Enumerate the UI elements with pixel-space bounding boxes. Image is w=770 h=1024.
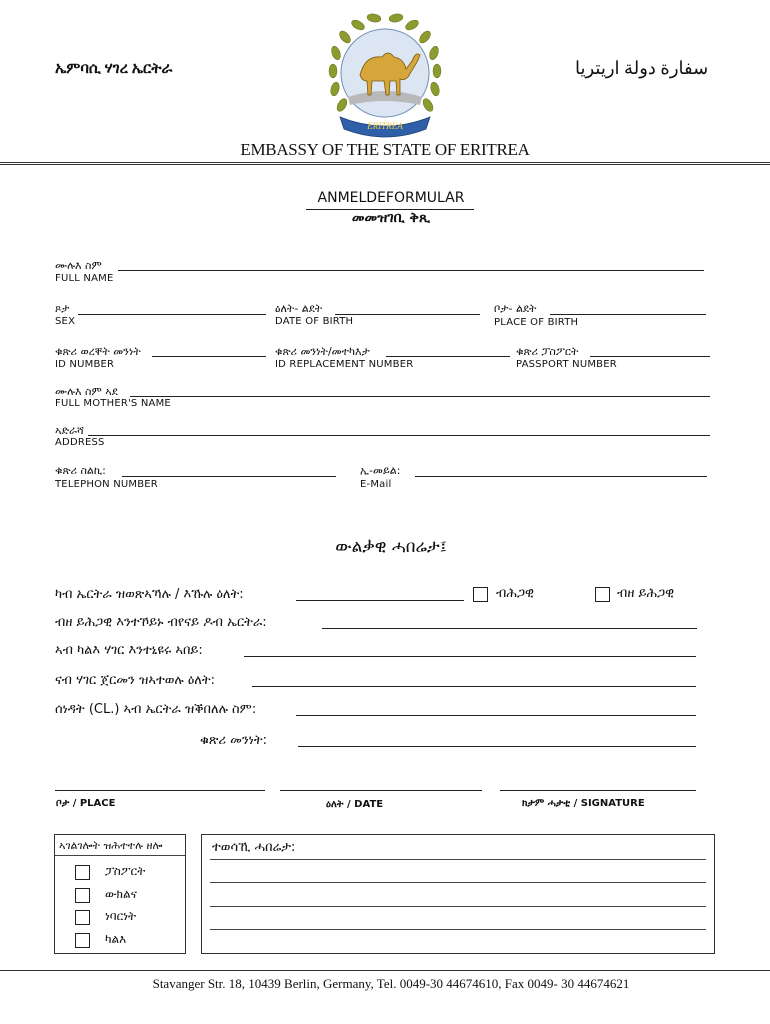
q3-label: ኣብ ካልእ ሃገር እንተኒዩሩ ኣበይ: xyxy=(55,643,203,658)
telephone-input[interactable] xyxy=(122,476,336,477)
email-label: ኢ-መይል: xyxy=(360,464,401,477)
q1-input[interactable] xyxy=(296,600,464,601)
passport-label: ቁጽሪ ፓስፖርት xyxy=(516,345,579,358)
header-divider xyxy=(0,162,770,165)
address-sublabel: ADDRESS xyxy=(55,437,105,448)
q4-input[interactable] xyxy=(252,686,696,687)
sex-input[interactable] xyxy=(78,314,266,315)
q2-input[interactable] xyxy=(322,628,697,629)
footer-address: Stavanger Str. 18, 10439 Berlin, Germany, Tel. 0049-30 44674610, Fax 0049- 30 44674621 xyxy=(152,976,630,991)
mother-name-input[interactable] xyxy=(130,396,710,397)
q3-input[interactable] xyxy=(244,656,696,657)
legal-checkbox[interactable] xyxy=(473,587,488,602)
id-replacement-sublabel: ID REPLACEMENT NUMBER xyxy=(275,359,414,370)
mother-name-sublabel: FULL MOTHER'S NAME xyxy=(55,398,171,409)
power-of-attorney-checkbox[interactable] xyxy=(75,888,90,903)
dob-sublabel: DATE OF BIRTH xyxy=(275,316,354,327)
other-checkbox[interactable] xyxy=(75,933,90,948)
residence-checkbox[interactable] xyxy=(75,910,90,925)
service-item-power-of-attorney: ውክልና xyxy=(105,887,137,901)
id-number-label: ቁጽሪ ወረቐት መንነት xyxy=(55,345,141,358)
q5-label: ሰነዳት (CL.) ኣብ ኤርትራ ዝቕበለሉ ስም: xyxy=(55,702,257,717)
q6-label: ቁጽሪ መንነት: xyxy=(200,733,267,748)
place-line[interactable] xyxy=(55,790,265,791)
arabic-title: سفارة دولة اريتريا xyxy=(575,58,709,78)
address-input[interactable] xyxy=(88,435,710,436)
service-item-residence: ነባርነት xyxy=(105,909,137,923)
additional-info-title: ተወሳኺ ሓበሬታ: xyxy=(212,840,296,855)
id-replacement-input[interactable] xyxy=(386,356,510,357)
dob-label: ዕለት- ልደት xyxy=(275,302,323,315)
place-label: ቦታ / PLACE xyxy=(56,798,116,809)
full-name-sublabel: FULL NAME xyxy=(55,273,114,284)
email-input[interactable] xyxy=(415,476,707,477)
emblem-ribbon-text: ERITREA xyxy=(367,121,403,131)
pob-input[interactable] xyxy=(550,314,706,315)
date-label: ዕለት / DATE xyxy=(326,799,384,810)
dob-input[interactable] xyxy=(335,314,480,315)
eritrea-emblem xyxy=(320,5,450,145)
q6-input[interactable] xyxy=(298,746,696,747)
additional-line-1[interactable] xyxy=(210,859,706,860)
form-title-ti: መመዝገቢ ቅጺ xyxy=(351,210,431,226)
telephone-sublabel: TELEPHON NUMBER xyxy=(55,479,158,490)
pob-label: ቦታ- ልደት xyxy=(494,302,537,315)
signature-label: ክታም ሓታቲ / SIGNATURE xyxy=(522,798,645,809)
sex-sublabel: SEX xyxy=(55,316,76,327)
mother-name-label: ሙሉእ ስም ኣደ xyxy=(55,385,118,398)
illegal-label: ብዘ ይሕጋዊ xyxy=(617,586,675,601)
tigrinya-title: ኤምባሲ ሃገረ ኤርትራ xyxy=(55,61,173,77)
services-box xyxy=(54,834,186,954)
emblem-graphic xyxy=(320,5,450,145)
telephone-label: ቁጽሪ ስልኪ: xyxy=(55,464,106,477)
embassy-title: EMBASSY OF THE STATE OF ERITREA xyxy=(240,140,530,159)
passport-checkbox[interactable] xyxy=(75,865,90,880)
additional-line-2[interactable] xyxy=(210,882,706,883)
q1-label: ካብ ኤርትራ ዝወጽኣኻሉ / እኹሉ ዕለት: xyxy=(55,587,244,602)
service-item-passport: ፓስፖርት xyxy=(105,864,146,878)
service-item-other: ካልእ xyxy=(105,932,127,946)
additional-info-box xyxy=(201,834,715,954)
q5-input[interactable] xyxy=(296,715,696,716)
id-number-sublabel: ID NUMBER xyxy=(55,359,115,370)
q2-label: ብዘ ይሕጋዊ እንተኾይኑ ብየናይ ዶብ ኤርትራ: xyxy=(55,615,267,630)
form-title-de: ANMELDEFORMULAR xyxy=(317,190,465,206)
passport-input[interactable] xyxy=(590,356,710,357)
id-number-input[interactable] xyxy=(152,356,266,357)
address-label: ኣድራሻ xyxy=(55,424,84,437)
sex-label: ጾታ xyxy=(55,302,70,315)
illegal-checkbox[interactable] xyxy=(595,587,610,602)
q4-label: ናብ ሃገር ጀርመን ዝኣተወሉ ዕለት: xyxy=(55,673,216,688)
services-title: ኣገልገሎት ዝሕተተሉ ዘሎ xyxy=(59,839,163,852)
pob-sublabel: PLACE OF BIRTH xyxy=(494,317,579,328)
passport-sublabel: PASSPORT NUMBER xyxy=(516,359,617,370)
legal-label: ብሕጋዊ xyxy=(496,586,534,601)
services-title-underline xyxy=(55,855,185,856)
full-name-label: ሙሉእ ስም xyxy=(55,259,102,272)
date-line[interactable] xyxy=(280,790,482,791)
signature-line[interactable] xyxy=(500,790,696,791)
id-replacement-label: ቁጽሪ መንነት/መተካእታ xyxy=(275,345,370,358)
full-name-input[interactable] xyxy=(118,270,704,271)
general-info-heading: ውልቃዊ ሓበሬታ፤ xyxy=(335,537,447,557)
email-sublabel: E-Mail xyxy=(360,479,392,490)
additional-line-3[interactable] xyxy=(210,906,706,907)
footer-divider xyxy=(0,970,770,971)
additional-line-4[interactable] xyxy=(210,929,706,930)
